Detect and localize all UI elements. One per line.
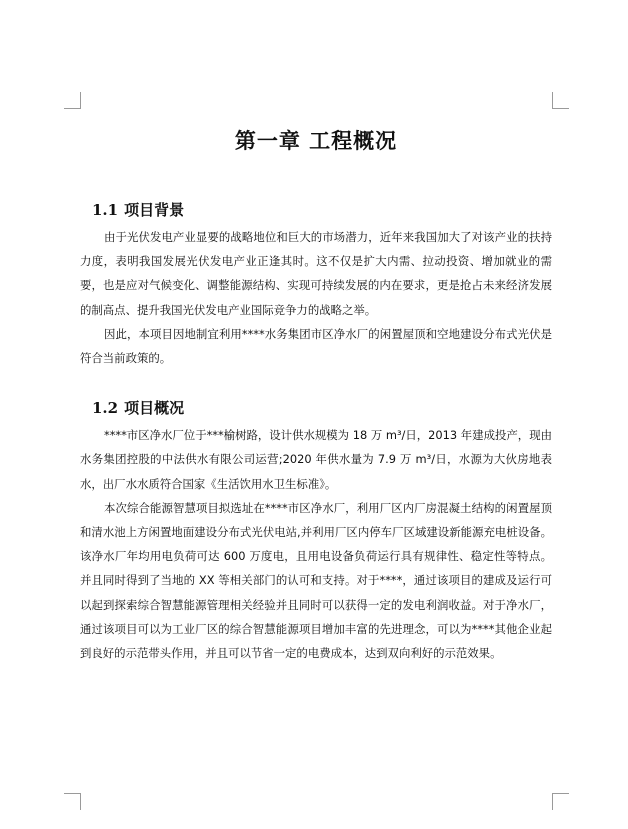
- page-content: [80, 124, 552, 665]
- crop-mark-top-right: [552, 92, 569, 109]
- section-heading-1-2: [80, 396, 552, 420]
- crop-mark-bottom-left: [64, 793, 81, 810]
- section-title: 项目概况: [124, 399, 185, 418]
- paragraph: 由于光伏发电产业显要的战略地位和巨大的市场潜力，近年来我国加大了对该产业的扶持力度，表明我国发展光伏发电产业正逢其时。这不仅是扩大内需、拉动投资、增加就业的需要，也是应对气候变化、调整能源结构、实现可持续发展的内在要求，更是抢占未来经济发展的制高点、提升我国光伏发电产业国际竞争力的战略之举。: [80, 230, 552, 317]
- crop-mark-top-left: [64, 92, 81, 109]
- chapter-title: 第一章 工程概况: [234, 128, 398, 153]
- section-heading-1-1: [80, 198, 552, 222]
- section-title: 项目背景: [124, 201, 185, 219]
- section-number: 1.2: [92, 399, 119, 418]
- paragraph: 本次综合能源智慧项目拟选址在****市区净水厂，利用厂区内厂房混凝土结构的闲置屋顶和清水池上方闲置地面建设分布式光伏电站,并利用厂区内停车厂区域建设新能源充电桩设备。该净水厂年均用电负荷可达 600 万度电，且用电设备负荷运行具有规律性、稳定性等特点。并且同时得到了当地的 XX 等相关部门的认可和支持。对于****，通过该项目的建成及运行可以起到探索综合智慧能源管理相关经验并且同时可以获得一定的发电利润收益。对于净水厂，通过该项目可以为工业厂区的综合智慧能源项目增加丰富的先进理念，可以为****其他企业起到良好的示范带头作用，并且可以节省一定的电费成本，达到双向利好的示范效果。: [80, 500, 552, 661]
- paragraph: ****市区净水厂位于***榆树路，设计供水规模为 18 万 m³/日，2013 年建成投产，现由水务集团控股的中法供水有限公司运营;2020 年供水量为 7.9 万 m³/日，水源为大伙房地表水，出厂水水质符合国家《生活饮用水卫生标准》。: [80, 428, 552, 491]
- crop-mark-bottom-right: [552, 793, 569, 810]
- paragraph: 因此，本项目因地制宜利用****水务集团市区净水厂的闲置屋顶和空地建设分布式光伏是符合当前政策的。: [80, 326, 552, 366]
- section-number: 1.1: [92, 201, 119, 219]
